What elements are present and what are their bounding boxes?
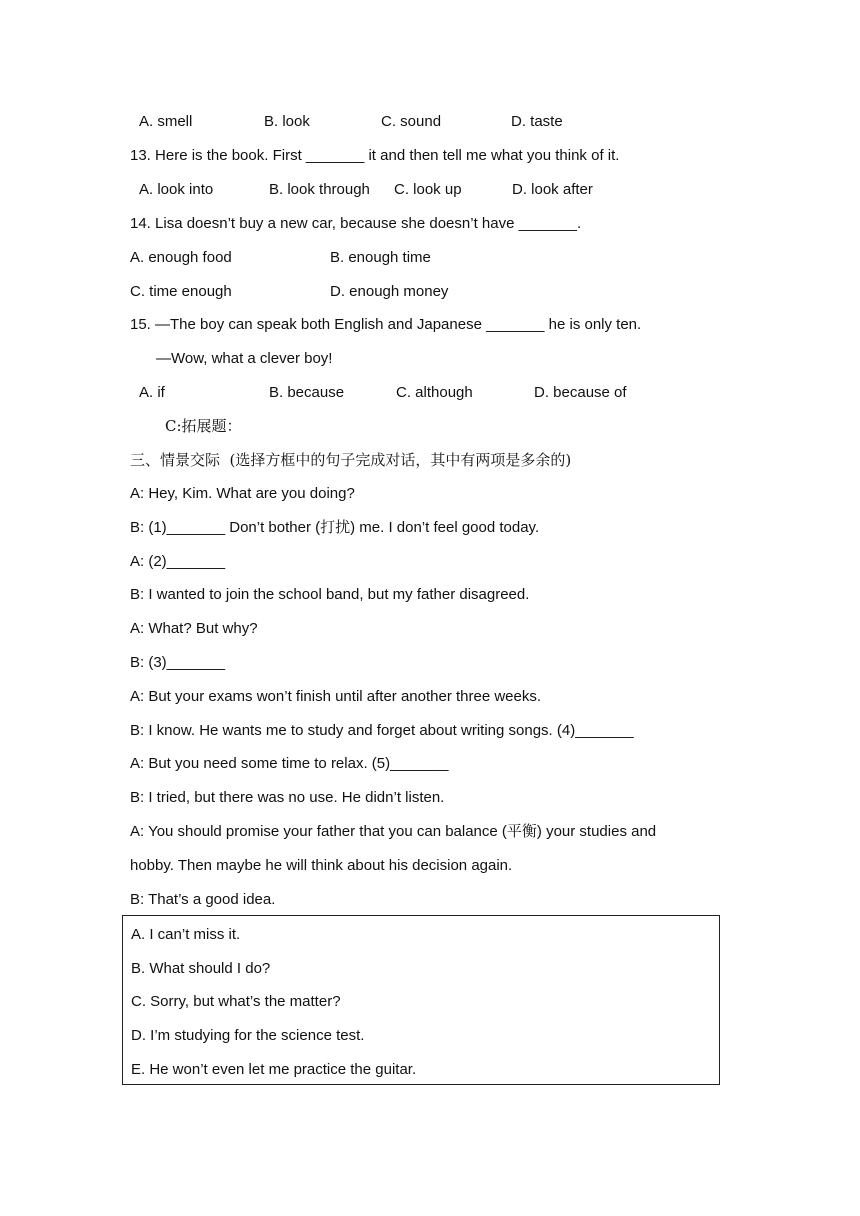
q15-option-b: B. because	[269, 384, 345, 401]
q15-question: 15. —The boy can speak both English and Japanese _______ he is only ten.	[130, 316, 642, 333]
q15-option-d: D. because of	[534, 384, 627, 401]
dialogue-line: A: Hey, Kim. What are you doing?	[130, 485, 355, 502]
q12-option-c: C. sound	[381, 113, 442, 130]
dialogue-line: A: What? But why?	[130, 620, 258, 637]
q13-option-c: C. look up	[394, 181, 462, 198]
dialogue-line: A: But you need some time to relax. (5)_______	[130, 755, 449, 772]
q15-reply: —Wow, what a clever boy!	[156, 350, 333, 367]
dialogue-line: A: You should promise your father that you can balance (平衡) your studies and	[130, 823, 657, 840]
dialogue-line: B: I wanted to join the school band, but my father disagreed.	[130, 586, 530, 603]
q12-option-b: B. look	[264, 113, 310, 130]
dialogue-line: A: (2)_______	[130, 553, 226, 570]
q13-option-d: D. look after	[512, 181, 593, 198]
q14-question: 14. Lisa doesn’t buy a new car, because she doesn’t have _______.	[130, 215, 582, 232]
choice-e: E. He won’t even let me practice the guitar.	[131, 1061, 417, 1078]
choice-c: C. Sorry, but what’s the matter?	[131, 993, 341, 1010]
q15-option-a: A. if	[139, 384, 165, 401]
choice-a: A. I can’t miss it.	[131, 926, 241, 943]
section-c-heading: C:拓展题：	[165, 417, 242, 435]
q14-option-b: B. enough time	[330, 249, 431, 266]
choice-d: D. I’m studying for the science test.	[131, 1027, 365, 1044]
dialogue-line: B: (3)_______	[130, 654, 226, 671]
q13-question: 13. Here is the book. First _______ it and then tell me what you think of it.	[130, 147, 620, 164]
dialogue-line: B: I tried, but there was no use. He didn’t listen.	[130, 789, 445, 806]
q12-option-a: A. smell	[139, 113, 193, 130]
q13-option-b: B. look through	[269, 181, 370, 198]
section-3-title: 三、情景交际 (选择方框中的句子完成对话，其中有两项是多余的)	[130, 451, 572, 469]
dialogue-line: B: I know. He wants me to study and forget about writing songs. (4)_______	[130, 722, 634, 739]
dialogue-line: hobby. Then maybe he will think about his decision again.	[130, 857, 513, 874]
choice-b: B. What should I do?	[131, 960, 271, 977]
q13-option-a: A. look into	[139, 181, 214, 198]
dialogue-line: B: That’s a good idea.	[130, 891, 276, 908]
q12-option-d: D. taste	[511, 113, 563, 130]
dialogue-line: A: But your exams won’t finish until after another three weeks.	[130, 688, 542, 705]
choices-box	[122, 915, 720, 1085]
q14-option-c: C. time enough	[130, 283, 232, 300]
q15-option-c: C. although	[396, 384, 473, 401]
q14-option-d: D. enough money	[330, 283, 449, 300]
q14-option-a: A. enough food	[130, 249, 232, 266]
dialogue-line: B: (1)_______ Don’t bother (打扰) me. I don’t feel good today.	[130, 519, 540, 536]
